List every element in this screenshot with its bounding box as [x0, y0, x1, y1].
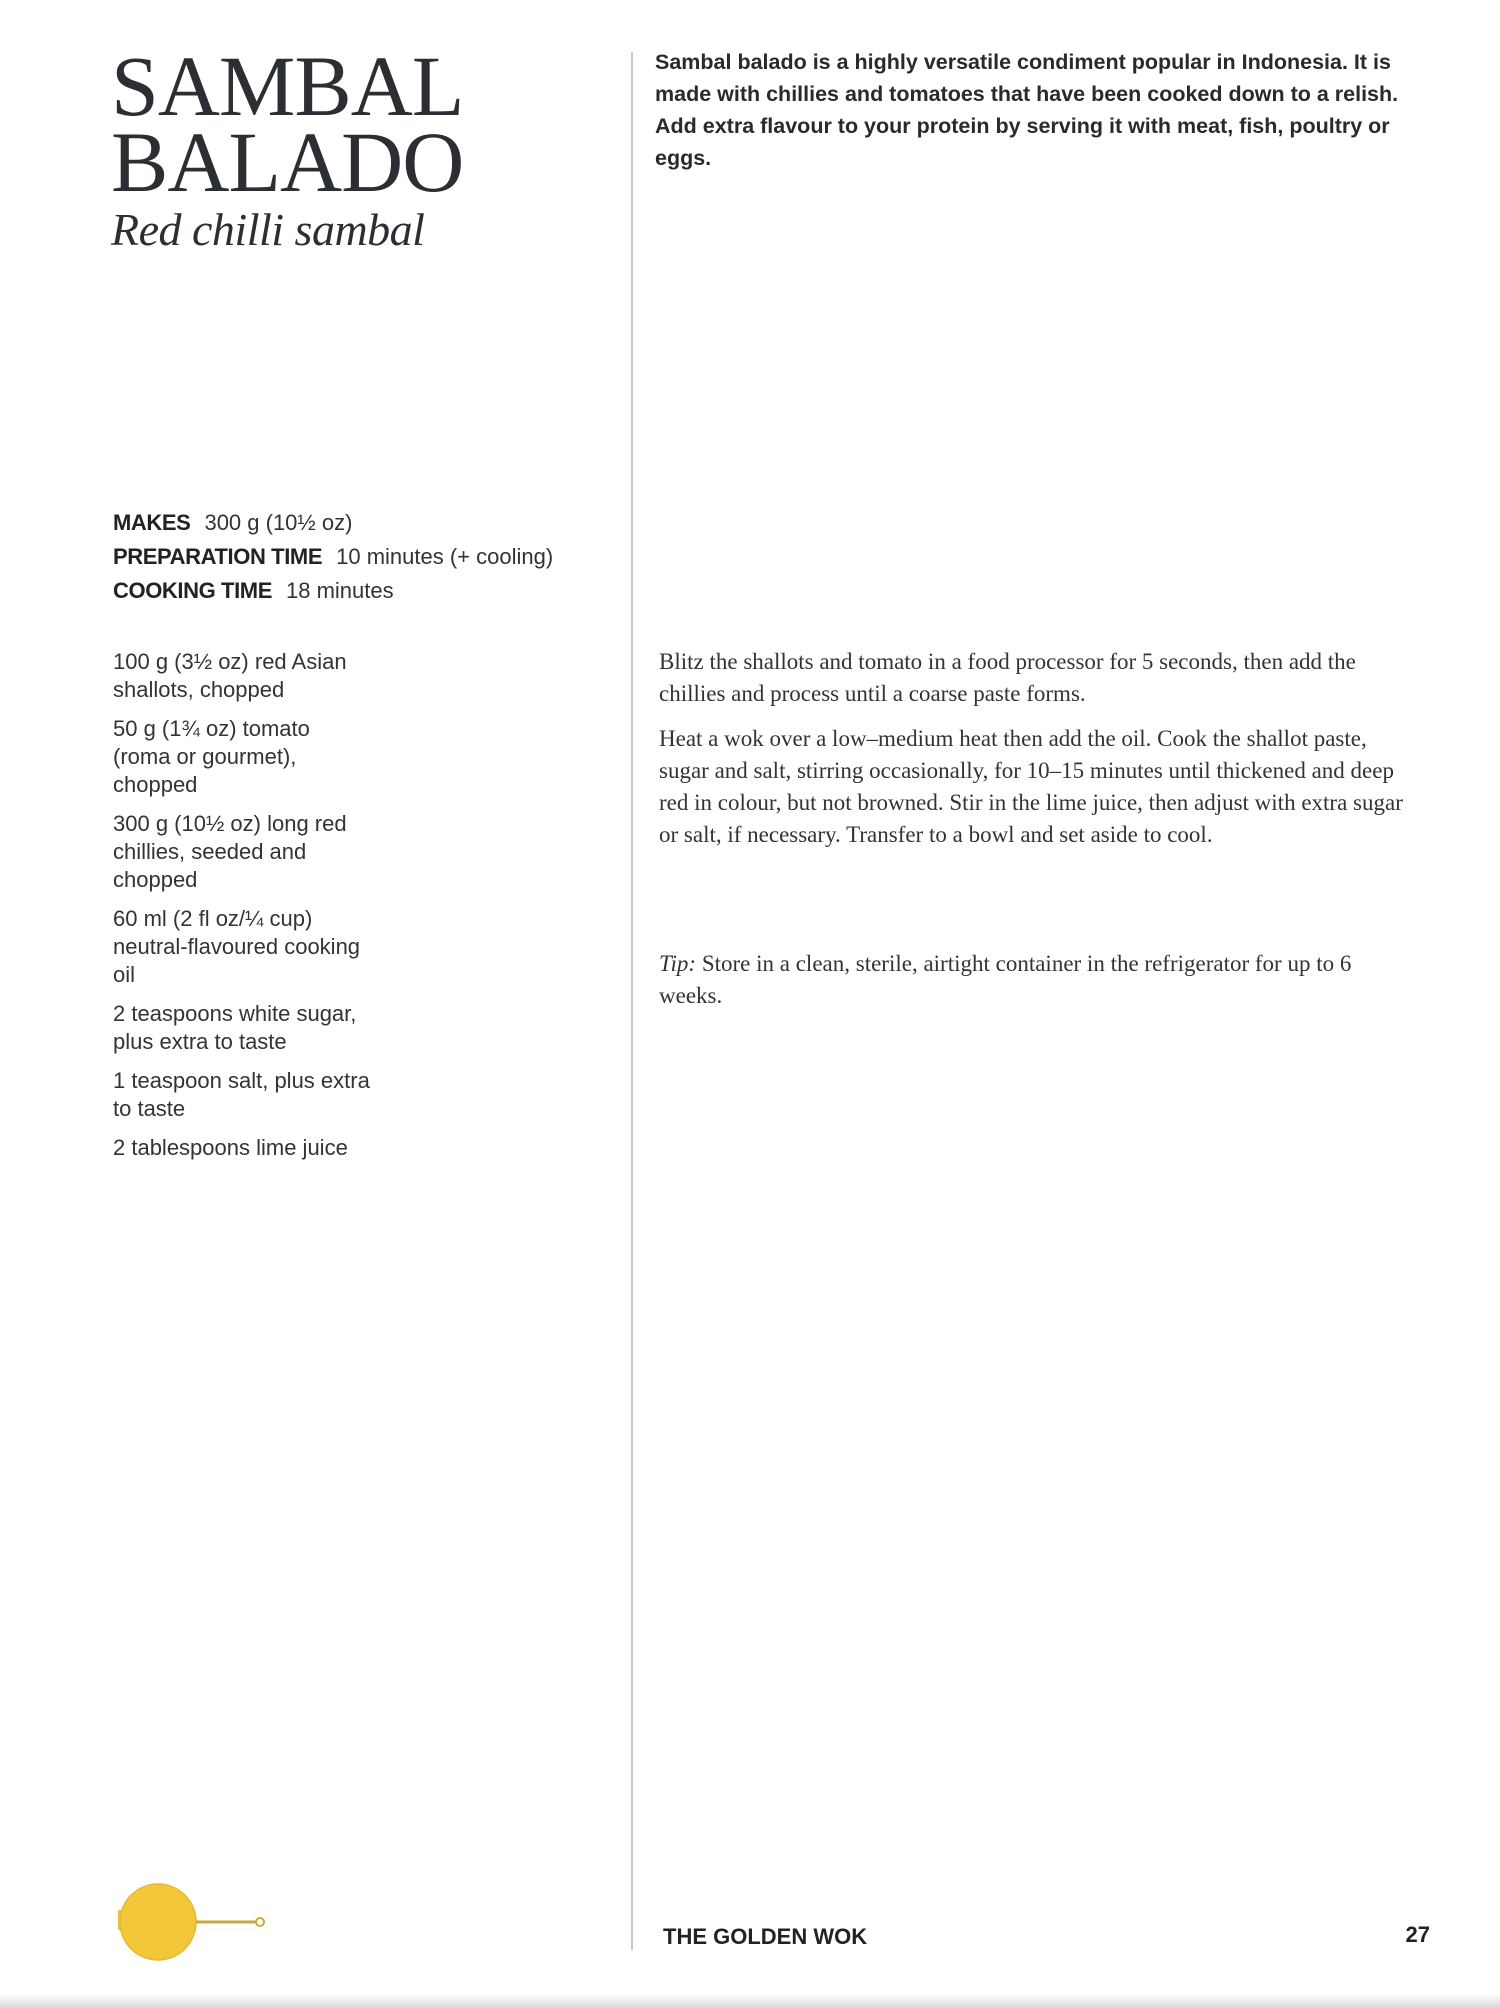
- column-divider: [631, 52, 633, 1950]
- recipe-meta: [113, 506, 553, 608]
- ingredients-list: [113, 648, 373, 1173]
- recipe-tip: [659, 948, 1419, 1012]
- tip-label: Tip:: [659, 951, 697, 976]
- recipe-subtitle: Red chilli sambal: [111, 204, 425, 255]
- ingredient-item: 100 g (3½ oz) red Asian shallots, chopped: [113, 649, 347, 702]
- cook-time-value: 18 minutes: [285, 578, 394, 603]
- recipe-title-block: [111, 38, 591, 258]
- cook-time-label: COOKING TIME: [113, 578, 272, 603]
- cook-time-row: [113, 574, 553, 608]
- recipe-title-line-1: SAMBAL: [111, 38, 464, 134]
- book-title: THE GOLDEN WOK: [663, 1924, 868, 1949]
- ingredient-item: 300 g (10½ oz) long red chillies, seeded and chopped: [113, 811, 347, 892]
- prep-time-value: 10 minutes (+ cooling): [336, 544, 554, 569]
- golden-wok-icon: [114, 1882, 274, 1962]
- ingredient-item: 2 tablespoons lime juice: [113, 1135, 348, 1160]
- method-step: Blitz the shallots and tomato in a food processor for 5 seconds, then add the chillies and process until a coarse paste forms.: [659, 649, 1356, 706]
- makes-value: 300 g (10½ oz): [204, 510, 353, 535]
- recipe-title-line-2: BALADO: [111, 114, 464, 210]
- ingredient-item: 60 ml (2 fl oz/¼ cup) neutral-flavoured cooking oil: [113, 906, 361, 987]
- page-edge-shadow: [0, 1994, 1500, 2008]
- tip-text: Store in a clean, sterile, airtight container in the refrigerator for up to 6 weeks.: [659, 951, 1352, 1008]
- makes-row: [113, 506, 553, 540]
- ingredient-item: 1 teaspoon salt, plus extra to taste: [113, 1068, 370, 1121]
- prep-time-label: PREPARATION TIME: [113, 544, 323, 569]
- method-step: Heat a wok over a low–medium heat then add the oil. Cook the shallot paste, sugar and salt, stirring occasionally, for 10–15 minutes until thickened and deep red in colour, but not browned. Stir in the lime juice, then adjust with extra sugar or salt, if necessary. Transfer to a bowl and set aside to cool.: [659, 726, 1403, 847]
- prep-time-row: [113, 540, 553, 574]
- ingredient-item: 2 teaspoons white sugar, plus extra to taste: [113, 1001, 357, 1054]
- page-number: 27: [1405, 1922, 1430, 1947]
- makes-label: MAKES: [113, 510, 191, 535]
- method-section: [659, 646, 1419, 864]
- ingredient-item: 50 g (1¾ oz) tomato (roma or gourmet), chopped: [113, 716, 310, 797]
- recipe-intro: Sambal balado is a highly versatile condiment popular in Indonesia. It is made with chillies and tomatoes that have been cooked down to a relish. Add extra flavour to your protein by serving it with meat, fish, poultry or eggs.: [655, 50, 1399, 170]
